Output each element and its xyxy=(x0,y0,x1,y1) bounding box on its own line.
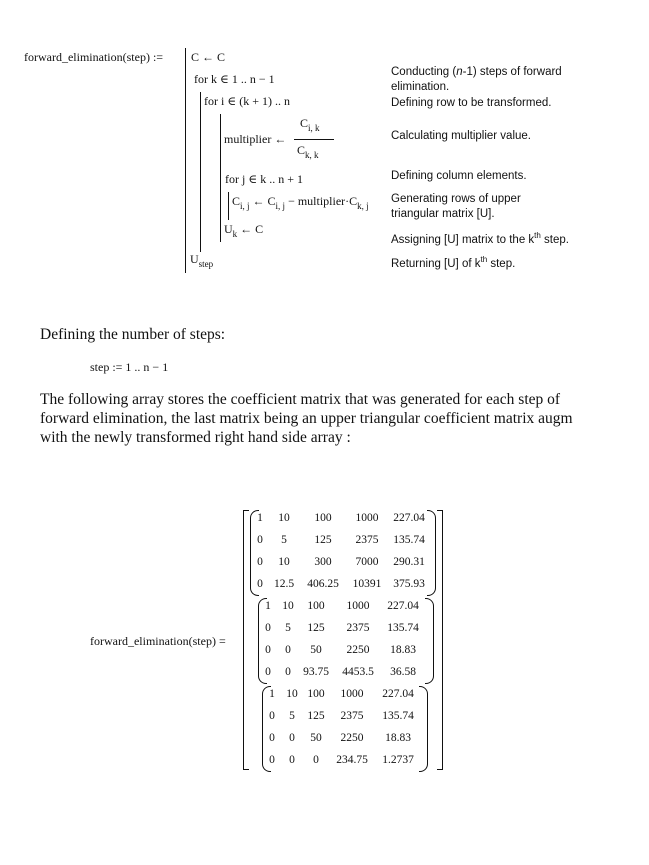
comment-row: Defining row to be transformed. xyxy=(391,97,552,109)
u-var-sub: k xyxy=(232,229,238,239)
matrix-cell: 2250 xyxy=(340,732,364,744)
program-bar-for-i xyxy=(220,114,221,242)
paragraph-line-3: with the newly transformed right hand side array : xyxy=(40,429,351,446)
matrix-cell: 100 xyxy=(307,600,325,612)
comment-forward-steps-n: n xyxy=(456,66,463,78)
matrix-cell: 1 xyxy=(257,512,263,524)
matrix-cell: 2250 xyxy=(346,644,370,656)
matrix-cell: 93.75 xyxy=(303,666,329,678)
fraction-line xyxy=(294,139,334,140)
assign-mid-sub: i, j xyxy=(275,201,286,211)
matrix-cell: 0 xyxy=(265,622,271,634)
comment-forward-steps xyxy=(391,66,562,78)
outer-bracket-left xyxy=(243,510,249,770)
matrix-cell: 125 xyxy=(307,622,325,634)
matrix-cell: 290.31 xyxy=(393,556,425,568)
program-line-for-k: for k ∈ 1 .. n − 1 xyxy=(194,72,275,86)
program-line-u-assign xyxy=(224,222,263,237)
fraction-denominator-var: C xyxy=(297,143,306,157)
matrix-cell: 2375 xyxy=(346,622,370,634)
program-line-return xyxy=(190,252,213,267)
program-line-for-i: for i ∈ (k + 1) .. n xyxy=(204,94,290,108)
matrix-cell: 100 xyxy=(314,512,332,524)
matrix-cell: 50 xyxy=(310,732,322,744)
result-label: forward_elimination(step) = xyxy=(90,634,226,648)
fraction-numerator-var: C xyxy=(300,116,309,130)
matrix-cell: 4453.5 xyxy=(342,666,374,678)
fraction-denominator-sub: k, k xyxy=(305,150,319,160)
matrix-cell: 0 xyxy=(289,754,295,766)
matrix-cell: 5 xyxy=(289,710,295,722)
matrix-cell: 406.25 xyxy=(307,578,339,590)
program-multiplier-label: multiplier ← xyxy=(224,132,287,146)
matrix-cell: 0 xyxy=(289,732,295,744)
u-var: U xyxy=(224,222,233,236)
matrix-cell: 1 xyxy=(269,688,275,700)
fraction-numerator-sub: i, k xyxy=(308,123,320,133)
paragraph-line-1: The following array stores the coefficient matrix that was generated for each step of xyxy=(40,391,561,408)
fraction-denominator xyxy=(297,143,319,158)
matrix-cell: 0 xyxy=(265,666,271,678)
matrix-cell: 234.75 xyxy=(336,754,368,766)
matrix-cell: 5 xyxy=(285,622,291,634)
matrix-cell: 0 xyxy=(269,754,275,766)
matrix-cell: 1 xyxy=(265,600,271,612)
matrix-cell: 1000 xyxy=(340,688,364,700)
steps-heading: Defining the number of steps: xyxy=(40,326,226,343)
comment-generate-rows: Generating rows of upper xyxy=(391,193,521,205)
matrix-cell: 300 xyxy=(314,556,332,568)
matrix-cell: 1.2737 xyxy=(382,754,414,766)
matrix-cell: 0 xyxy=(285,644,291,656)
program-bar-outer xyxy=(185,48,186,273)
matrix-cell: 10 xyxy=(286,688,298,700)
return-var-sub: step xyxy=(198,259,214,269)
matrix-cell: 2375 xyxy=(355,534,379,546)
outer-bracket-right xyxy=(437,510,443,770)
matrix-cell: 0 xyxy=(269,732,275,744)
comment-forward-steps-b: -1) steps of forward xyxy=(462,66,562,78)
matrix-cell: 375.93 xyxy=(393,578,425,590)
comment-forward-steps-a: Conducting ( xyxy=(391,66,457,78)
comment-columns: Defining column elements. xyxy=(391,170,527,182)
assign-rhs: − multiplier·C xyxy=(288,194,358,208)
matrix-cell: 135.74 xyxy=(393,534,425,546)
matrix-cell: 18.83 xyxy=(390,644,416,656)
paragraph-line-2: forward elimination, the last matrix being an upper triangular coefficient matrix augm xyxy=(40,410,573,427)
matrix-cell: 0 xyxy=(269,710,275,722)
matrix-cell: 125 xyxy=(307,710,325,722)
matrix-cell: 36.58 xyxy=(390,666,416,678)
comment-return-u xyxy=(391,255,516,270)
matrix-cell: 12.5 xyxy=(273,578,295,590)
program-line-init: C ← C xyxy=(191,50,226,64)
assign-rhs-sub: k, j xyxy=(357,201,369,211)
matrix-cell: 2375 xyxy=(340,710,364,722)
matrix-cell: 100 xyxy=(307,688,325,700)
assign-lhs-sub: i, j xyxy=(240,201,250,211)
comment-generate-rows-cont: triangular matrix [U]. xyxy=(391,208,495,220)
matrix-cell: 0 xyxy=(313,754,319,766)
return-var: U xyxy=(190,252,199,266)
matrix-cell: 0 xyxy=(257,556,263,568)
matrix-cell: 0 xyxy=(285,666,291,678)
matrix-cell: 0 xyxy=(265,644,271,656)
matrix-cell: 1000 xyxy=(355,512,379,524)
program-bar-for-j xyxy=(228,192,229,220)
assign-mid: ← C xyxy=(252,194,276,208)
comment-assign-u-b: step. xyxy=(540,234,569,246)
matrix-cell: 10 xyxy=(282,600,294,612)
matrix-cell: 10 xyxy=(278,556,290,568)
matrix-cell: 135.74 xyxy=(382,710,414,722)
comment-return-u-sup: th xyxy=(480,255,488,264)
fraction-numerator xyxy=(300,116,320,131)
steps-definition: step := 1 .. n − 1 xyxy=(90,360,169,374)
matrix-cell: 125 xyxy=(314,534,332,546)
matrix-cell: 135.74 xyxy=(387,622,419,634)
matrix-cell: 0 xyxy=(257,578,263,590)
matrix-cell: 227.04 xyxy=(393,512,425,524)
matrix-cell: 10 xyxy=(278,512,290,524)
comment-multiplier: Calculating multiplier value. xyxy=(391,130,531,142)
matrix-cell: 5 xyxy=(281,534,287,546)
comment-assign-u-a: Assigning [U] matrix to the k xyxy=(391,234,535,246)
program-line-for-j: for j ∈ k .. n + 1 xyxy=(225,172,303,186)
comment-return-u-a: Returning [U] of k xyxy=(391,258,481,270)
matrix-cell: 18.83 xyxy=(385,732,411,744)
program-line-assign xyxy=(232,194,369,209)
comment-assign-u-sup: th xyxy=(534,231,541,240)
comment-forward-steps-cont: elimination. xyxy=(391,81,450,93)
matrix-cell: 227.04 xyxy=(387,600,419,612)
assign-lhs: C xyxy=(232,194,241,208)
function-definition-lhs: forward_elimination(step) := xyxy=(24,50,164,64)
matrix-cell: 10391 xyxy=(352,578,382,590)
matrix-cell: 50 xyxy=(310,644,322,656)
comment-return-u-b: step. xyxy=(487,258,516,270)
matrix-cell: 1000 xyxy=(346,600,370,612)
comment-assign-u xyxy=(391,231,569,246)
matrix-cell: 7000 xyxy=(355,556,379,568)
matrix-cell: 0 xyxy=(257,534,263,546)
matrix-cell: 227.04 xyxy=(382,688,414,700)
u-assign-rhs: ← C xyxy=(240,222,264,236)
program-bar-for-k xyxy=(200,92,201,252)
